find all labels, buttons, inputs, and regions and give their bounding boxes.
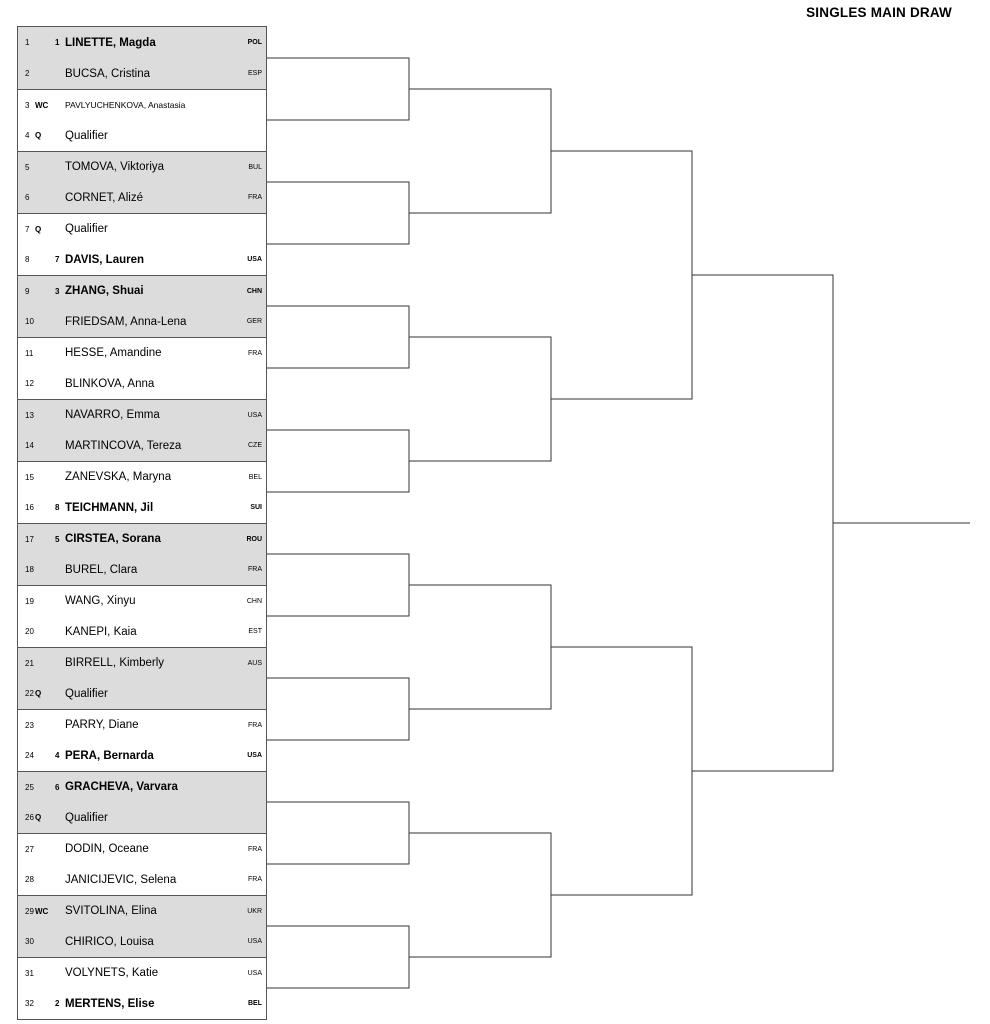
seed-number: 1 <box>55 38 60 47</box>
draw-position: 28 <box>25 875 34 884</box>
player-name: FRIEDSAM, Anna-Lena <box>65 315 187 328</box>
country-code: UKR <box>247 907 262 915</box>
draw-position: 31 <box>25 968 34 978</box>
player-name: BUREL, Clara <box>65 563 138 576</box>
player-name: BUCSA, Cristina <box>65 67 150 80</box>
draw-position: 6 <box>25 193 30 202</box>
player-name: JANICIJEVIC, Selena <box>65 873 177 886</box>
country-code: USA <box>247 411 262 419</box>
draw-position: 24 <box>25 751 34 760</box>
draw-position: 1 <box>25 38 30 47</box>
entry-status: Q <box>35 813 42 822</box>
player-name: ZHANG, Shuai <box>65 285 144 297</box>
player-name: CHIRICO, Louisa <box>65 935 154 948</box>
draw-position: 7 <box>25 224 30 234</box>
entry-status: Q <box>35 224 42 234</box>
country-code: FRA <box>248 876 262 883</box>
player-name: GRACHEVA, Varvara <box>65 781 178 793</box>
draw-position: 32 <box>25 999 34 1008</box>
draw-position: 19 <box>25 596 34 606</box>
seed-number: 4 <box>55 751 60 760</box>
draw-position: 27 <box>25 844 34 854</box>
bracket-connector <box>267 58 409 120</box>
draw-position: 3 <box>25 100 30 110</box>
player-name: WANG, Xinyu <box>65 595 136 607</box>
draw-position: 25 <box>25 782 34 792</box>
bracket-connector <box>409 337 551 461</box>
bracket-connector <box>267 306 409 368</box>
country-code: USA <box>247 969 262 977</box>
country-code: FRA <box>248 194 262 201</box>
player-name: CIRSTEA, Sorana <box>65 533 161 545</box>
player-name: DODIN, Oceane <box>65 843 149 855</box>
country-code: CHN <box>246 597 262 605</box>
seed-number: 8 <box>55 503 60 512</box>
draw-position: 12 <box>25 379 34 388</box>
entry-status: Q <box>35 131 42 140</box>
player-name: Qualifier <box>65 223 108 235</box>
country-code: ESP <box>247 70 262 77</box>
draw-position: 29 <box>25 906 34 916</box>
bracket-connector <box>267 926 409 988</box>
draw-position: 11 <box>25 348 34 358</box>
country-code: SUI <box>250 504 262 511</box>
country-code: EST <box>248 628 262 635</box>
country-code: CHN <box>246 287 262 295</box>
player-name: Qualifier <box>65 811 108 824</box>
draw-position: 8 <box>25 255 30 264</box>
player-name: SVITOLINA, Elina <box>65 905 157 917</box>
draw-position: 23 <box>25 720 34 730</box>
bracket-connector <box>267 554 409 616</box>
country-code: CZE <box>248 442 262 449</box>
seed-number: 6 <box>55 782 60 792</box>
player-name: Qualifier <box>65 129 108 142</box>
player-name: BIRRELL, Kimberly <box>65 657 165 669</box>
entry-status: WC <box>35 100 49 110</box>
draw-position: 17 <box>25 534 34 544</box>
country-code: USA <box>247 752 262 759</box>
player-name: MERTENS, Elise <box>65 997 155 1010</box>
draw-position: 5 <box>25 162 30 172</box>
bracket-connector <box>267 802 409 864</box>
draw-position: 20 <box>25 627 34 636</box>
bracket-connector <box>409 89 551 213</box>
country-code: BUL <box>248 163 262 171</box>
bracket-connector <box>551 647 692 895</box>
player-name: HESSE, Amandine <box>65 347 162 359</box>
player-name: PAVLYUCHENKOVA, Anastasia <box>65 100 186 110</box>
entry-status: WC <box>35 906 49 916</box>
draw-position: 15 <box>25 472 34 482</box>
bracket-connector <box>267 430 409 492</box>
draw-position: 21 <box>25 658 34 668</box>
player-name: VOLYNETS, Katie <box>65 967 159 979</box>
draw-position: 16 <box>25 503 34 512</box>
bracket-connector <box>551 151 692 399</box>
player-name: TEICHMANN, Jil <box>65 501 154 514</box>
player-name: NAVARRO, Emma <box>65 409 160 421</box>
country-code: FRA <box>248 349 262 357</box>
bracket-connector <box>409 833 551 957</box>
bracket-connector <box>267 182 409 244</box>
country-code: FRA <box>248 845 262 853</box>
draw-title: SINGLES MAIN DRAW <box>806 5 952 20</box>
country-code: GER <box>246 318 262 325</box>
country-code: POL <box>247 39 262 46</box>
country-code: ROU <box>246 535 262 543</box>
draw-position: 4 <box>25 131 30 140</box>
player-name: CORNET, Alizé <box>65 191 143 204</box>
seed-number: 7 <box>55 255 60 264</box>
draw-position: 26 <box>25 813 34 822</box>
draw-position: 22 <box>25 689 34 698</box>
country-code: FRA <box>248 566 262 573</box>
country-code: FRA <box>248 721 262 729</box>
draw-position: 2 <box>25 69 30 78</box>
player-name: DAVIS, Lauren <box>65 253 145 266</box>
seed-number: 2 <box>55 999 60 1008</box>
seed-number: 5 <box>55 534 60 544</box>
bracket-connector <box>409 585 551 709</box>
player-name: KANEPI, Kaia <box>65 625 137 638</box>
draw-position: 30 <box>25 937 34 946</box>
bracket-connector <box>267 678 409 740</box>
entry-status: Q <box>35 689 42 698</box>
player-name: MARTINCOVA, Tereza <box>65 439 182 452</box>
country-code: USA <box>247 256 262 263</box>
player-name: Qualifier <box>65 687 108 700</box>
draw-position: 13 <box>25 410 34 420</box>
draw-position: 18 <box>25 565 34 574</box>
country-code: USA <box>247 938 262 945</box>
player-name: ZANEVSKA, Maryna <box>65 471 172 483</box>
player-name: BLINKOVA, Anna <box>65 377 155 390</box>
player-name: PERA, Bernarda <box>65 749 154 762</box>
country-code: BEL <box>248 1000 262 1007</box>
draw-position: 14 <box>25 441 34 450</box>
bracket-connector <box>692 275 833 771</box>
country-code: AUS <box>247 659 262 667</box>
draw-position: 10 <box>25 317 34 326</box>
player-name: PARRY, Diane <box>65 719 139 731</box>
player-name: LINETTE, Magda <box>65 36 156 49</box>
player-name: TOMOVA, Viktoriya <box>65 161 165 173</box>
draw-position: 9 <box>25 286 30 296</box>
seed-number: 3 <box>55 286 60 296</box>
country-code: BEL <box>248 473 262 481</box>
